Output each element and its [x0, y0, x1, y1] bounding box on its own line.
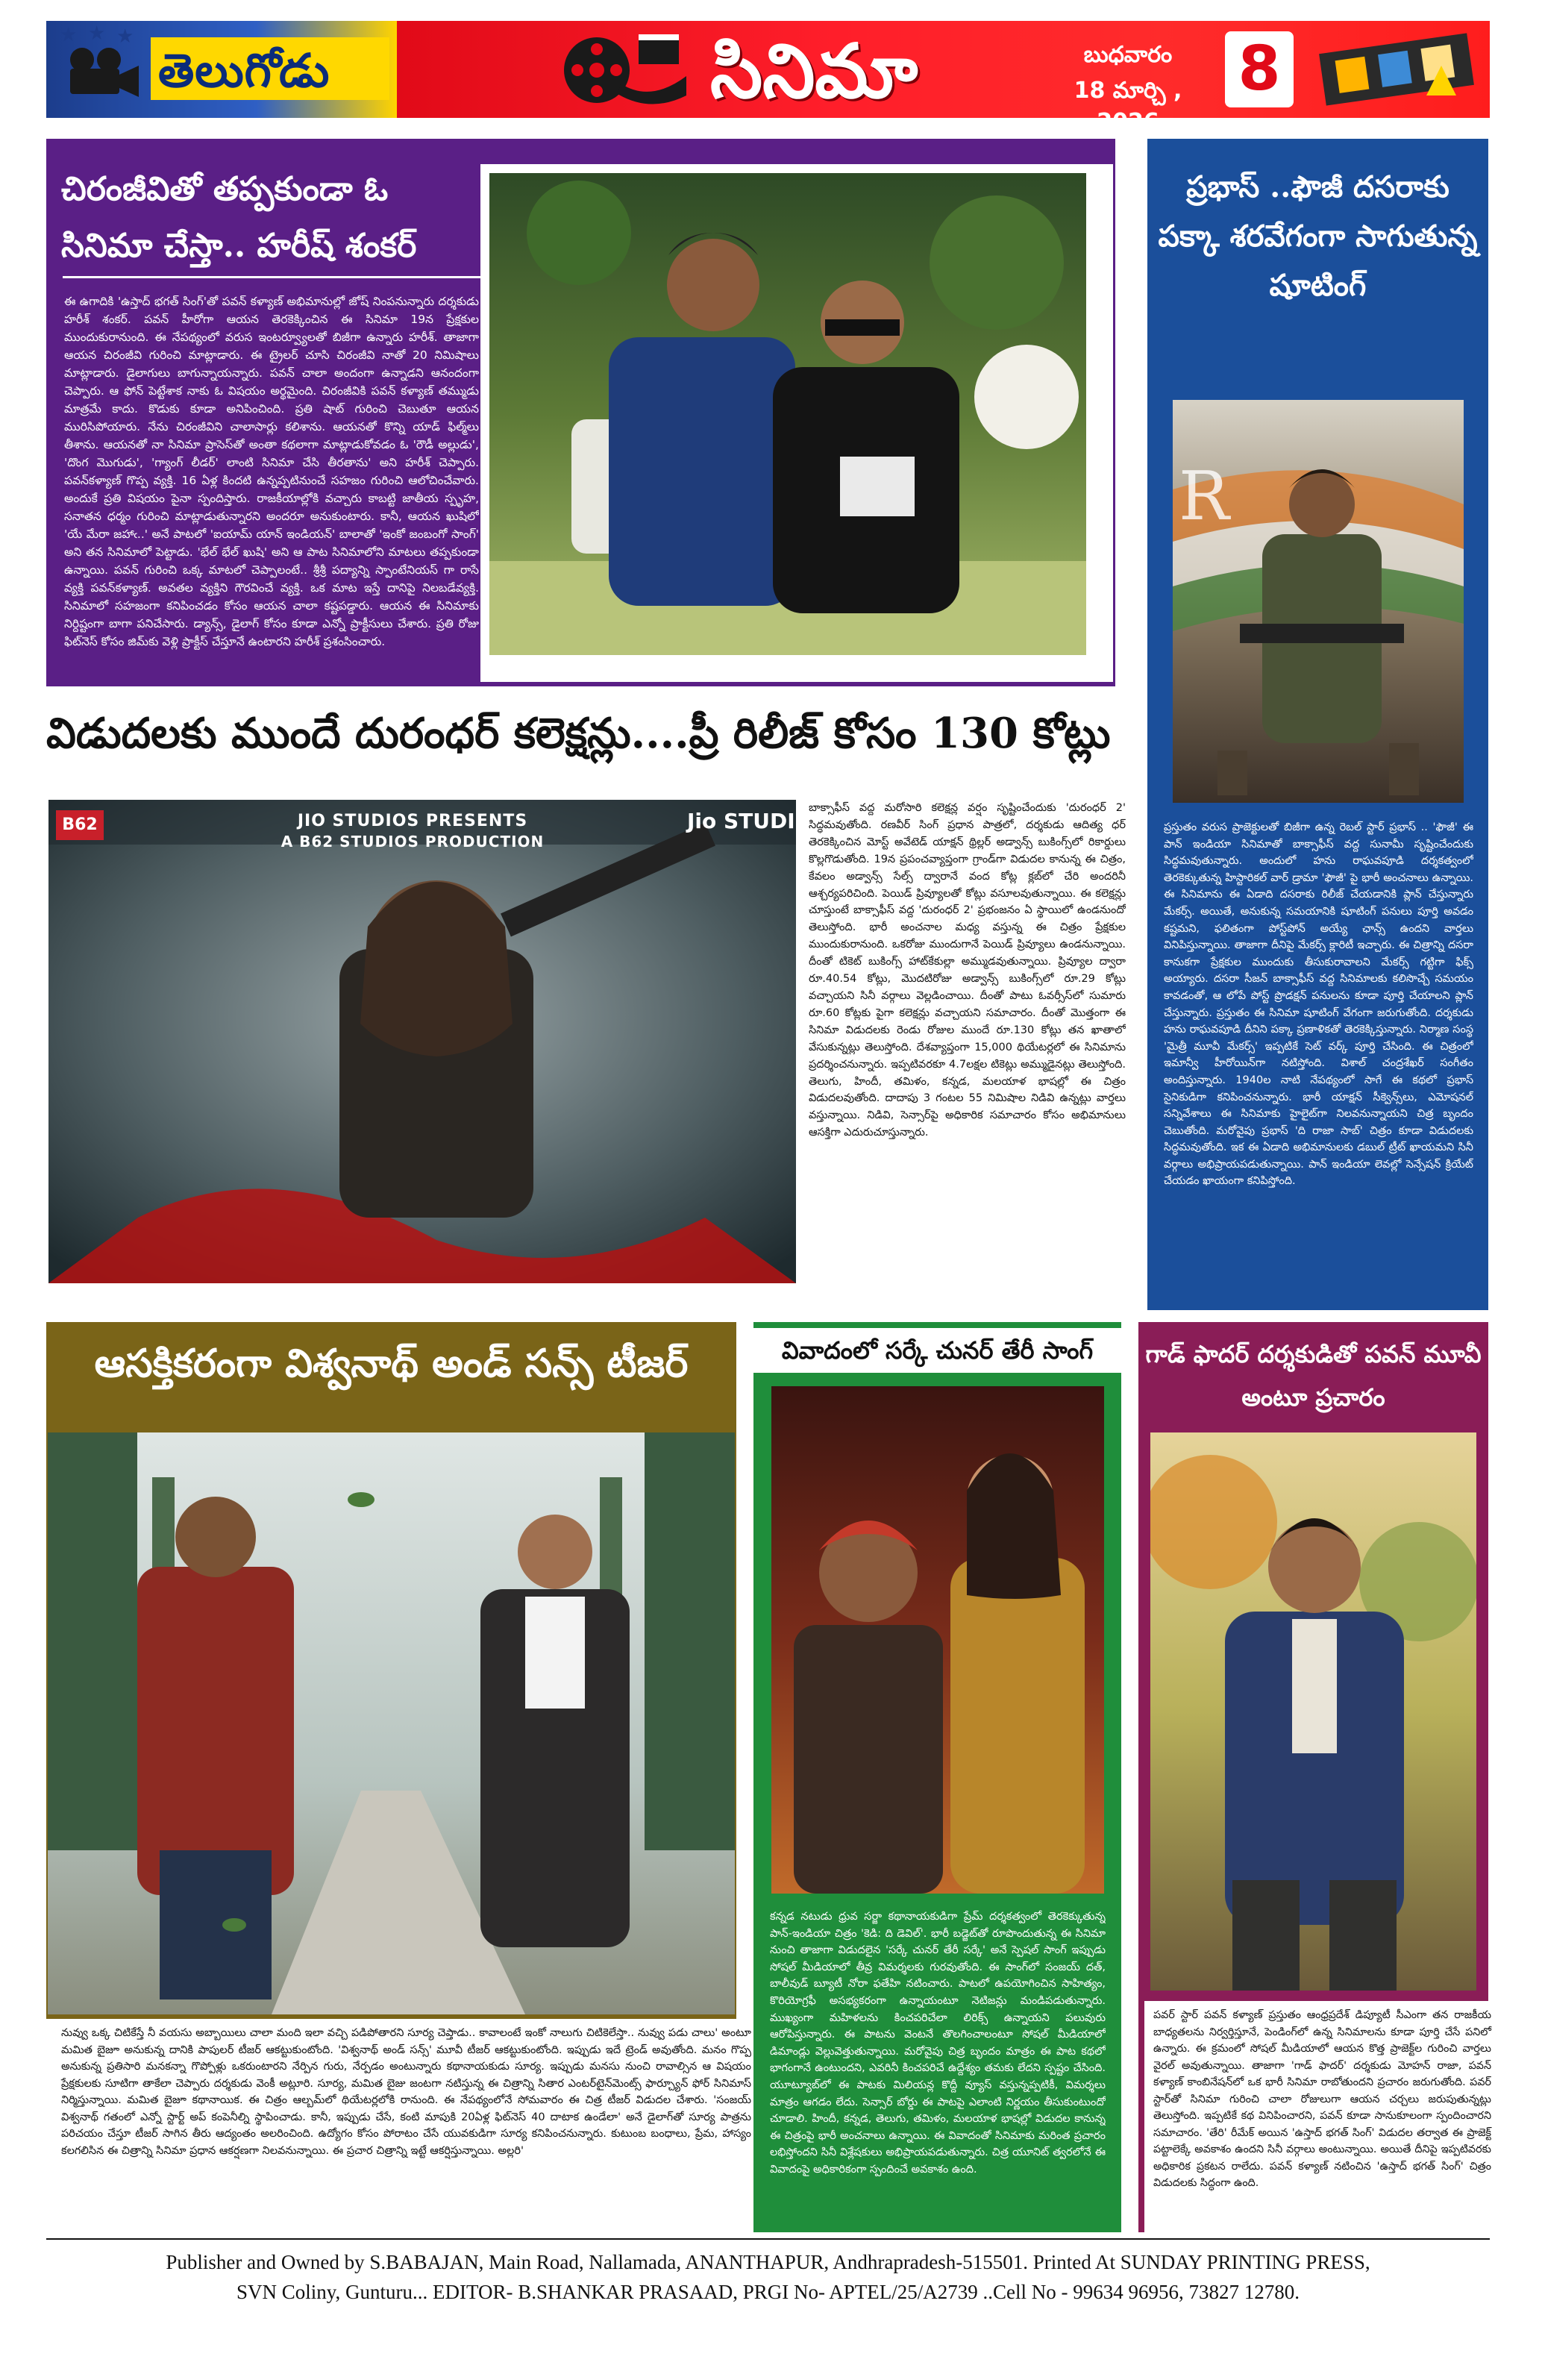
story-photo: [480, 164, 1113, 682]
newspaper-logo: తెలుగోడు: [158, 43, 330, 98]
story-headline-dhurandhar: విడుదలకు ముందే దురంధర్ కలెక్షన్లు....ప్రీ రిలీజ్ కోసం 130 కోట్లు: [46, 709, 1111, 758]
star-icon: ★: [116, 25, 134, 48]
weekday: బుధవారం: [1083, 42, 1173, 68]
story-headline: చిరంజీవితో తప్పకుండా ఓ సినిమా చేస్తా.. హరీష్ శంకర్: [61, 170, 417, 265]
story-body: ప్రస్తుతం వరుస ప్రాజెక్టులతో బిజీగా ఉన్న రెబల్ స్టార్ ప్రభాస్ .. 'ఫౌజీ' ఈ పాన్ ఇండియా సినిమాతో బాక్సాఫీస్ వద్ద సునామీ సృష్టించేందుకు సిద్ధమవుతున్నారు. అందులో హను రాఘవపూడి దర్శకత్వంలో తెరకెక్కుతున్న హిస్టారికల్ వార్ డ్రామా 'ఫౌజీ' పై భారీ అంచనాలు ఉన్నాయి. ఈ సినిమాను ఈ ఏడాది దసరాకు రిలీజ్ చేయడానికి ప్లాన్ చేస్తున్నారు మేకర్స్. అయితే, అనుకున్న సమయానికి షూటింగ్ పనులు పూర్తి అవడం కష్టమని, ఫలితంగా పోస్ట్‌పోన్ అయ్యే ఛాన్స్ ఉందని వార్తలు వినిపిస్తున్నాయి. తాజాగా దీనిపై మేకర్స్ క్లారిటీ ఇచ్చారు. ఈ చిత్రాన్ని దసరా కానుకగా ప్రేక్షకుల ముందుకు తీసుకురావాలని మేకర్స్ గట్టిగా ఫిక్స్ అయ్యారు. దసరా సీజన్ బాక్సాఫీస్ వద్ద సినిమాలకు కలిసొచ్చే సమయం కావడంతో, ఆ లోపే పోస్ట్ ప్రొడక్షన్ పనులను కూడా పూర్తి చేయాలని ప్లాన్ చేస్తున్నారు. ప్రస్తుతం ఈ సినిమా షూటింగ్ వేగంగా జరుగుతోంది. దర్శకుడు హను రాఘవపూడి దీనిని పక్కా ప్రణాళికతో తెరకెక్కిస్తున్నారు. నిర్మాణ సంస్థ 'మైత్రీ మూవీ మేకర్స్' ఇప్పటికే సెట్ వర్క్ పూర్తి చేసింది. ఈ చిత్రంలో ఇమాన్వీ హీరోయిన్‌గా నటిస్తోంది. విశాల్ చంద్రశేఖర్ సంగీతం అందిస్తున్నారు. 1940ల నాటి నేపథ్యంలో సాగే ఈ కథలో ప్రభాస్ సైనికుడిగా కనిపించనున్నారు. భారీ యాక్షన్ సీక్వెన్స్‌లు, ఎమోషనల్ సన్నివేశాలు ఈ సినిమాకు హైలైట్‌గా నిలవనున్నాయని చిత్ర బృందం చెబుతోంది. మరోవైపు ప్రభాస్ 'ది రాజా సాబ్' చిత్రం కూడా విడుదలకు సిద్ధమవుతోంది. ఇక ఈ ఏడాది అభిమానులకు డబుల్ ట్రీట్ ఖాయమని సినీ వర్గాలు అభిప్రాయపడుతున్నాయి. పాన్ ఇండియా లెవల్లో సెన్సేషన్ క్రియేట్ చేయడం ఖాయంగా కనిపిస్తోంది.: [1164, 821, 1473, 1188]
dhurandhar-poster: [48, 800, 813, 1283]
sarkey-song-still: [771, 1386, 1104, 1894]
story-body: కన్నడ నటుడు ధ్రువ సర్జా కథానాయకుడిగా ప్రేమ్ దర్శకత్వంలో తెరకెక్కుతున్న పాన్-ఇండియా చిత్రం 'కెడి: ది డెవిల్'. భారీ బడ్జెట్‌తో రూపొందుతున్న ఈ సినిమా నుంచి తాజాగా విడుదలైన 'సర్కే చునర్ తేరీ సర్కే' అనే స్పెషల్ సాంగ్ ఇప్పుడు సోషల్ మీడియాలో తీవ్ర విమర్శలకు గురవుతోంది. ఈ సాంగ్‌లో సంజయ్ దత్, బాలీవుడ్ బ్యూటీ నోరా ఫతేహి నటించారు. పాటలో ఉపయోగించిన సాహిత్యం, కొరియోగ్రఫీ అసభ్యకరంగా ఉన్నాయంటూ నెటిజన్లు మండిపడుతున్నారు. ముఖ్యంగా మహిళలను కించపరిచేలా లిరిక్స్ ఉన్నాయని పలువురు ఆరోపిస్తున్నారు. ఈ పాటను వెంటనే తొలగించాలంటూ సోషల్ మీడియాలో డిమాండ్లు వెల్లువెత్తుతున్నాయి. మరోవైపు చిత్ర బృందం మాత్రం ఈ పాట కథలో భాగంగానే ఉంటుందని, ఎవరినీ కించపరిచే ఉద్దేశ్యం తమకు లేదని స్పష్టం చేసింది. యూట్యూబ్‌లో ఈ పాటకు మిలియన్ల కొద్దీ వ్యూస్ వస్తున్నప్పటికీ, విమర్శలు మాత్రం ఆగడం లేదు. సెన్సార్ బోర్డు ఈ పాటపై ఎలాంటి నిర్ణయం తీసుకుంటుందో చూడాలి. హిందీ, కన్నడ, తెలుగు, తమిళం, మలయాళ భాషల్లో విడుదల కానున్న ఈ చిత్రంపై భారీ అంచనాలు ఉన్నాయి. ఈ వివాదంతో సినిమాకు మరింత ప్రచారం లభిస్తోందని సినీ విశ్లేషకులు అభిప్రాయపడుతున్నారు. చిత్ర యూనిట్ త్వరలోనే ఈ వివాదంపై అధికారికంగా స్పందించే అవకాశం ఉంది.: [770, 1911, 1106, 2176]
divider: [63, 276, 480, 278]
story-headline: గాడ్ ఫాదర్ దర్శకుడితో పవన్ మూవీ అంటూ ప్రచారం: [1145, 1340, 1482, 1412]
imprint-line-2: SVN Coliny, Gunturu... EDITOR- B.SHANKAR PRASAAD, PRGI No- APTEL/25/A2739 ..Cell No - 99634 96956, 73827 12780.: [236, 2281, 1300, 2303]
story-photo: [1150, 1432, 1476, 1991]
story-photo: [48, 1432, 735, 2014]
prabhas-soldier-poster: [1173, 400, 1464, 803]
viswanath-teaser-still: [48, 1432, 735, 2014]
story-viswanath: [46, 1322, 751, 2232]
masthead: [46, 21, 1490, 135]
masthead-banner: [397, 21, 1490, 135]
issue-date: [1053, 42, 1203, 135]
story-headline: ప్రభాస్ ..ఫౌజీ దసరాకు పక్కా శరవేగంగా సాగుతున్న షూటింగ్: [1158, 169, 1478, 303]
star-icon: ★: [88, 22, 106, 45]
poster-credit-secondary: A B62 STUDIOS PRODUCTION: [280, 833, 545, 851]
pawan-kalyan-poster: [1150, 1432, 1476, 1991]
poster-studio-logo: Jio STUDIO: [687, 809, 813, 833]
story-headline: ఆసక్తికరంగా విశ్వనాథ్ అండ్ సన్స్ టీజర్: [94, 1341, 689, 1386]
imprint-footer: [46, 2238, 1490, 2320]
date: 18 మార్చి , 2026: [1074, 78, 1182, 135]
story-body: నువ్వు ఒక్క చిటికేస్తే నీ వయసు అబ్బాయిలు చాలా మంది ఇలా వచ్చి పడిపోతారని సూర్య చెప్తాడు.. కావాలంటే ఇంకో నాలుగు చిటికెలేస్తా.. నువ్వు పడు చాలు' అంటూ మమిత బైజూ అనుకున్న దానికి పాపులర్ టీజర్ ఆకట్టుకుంటోంది. 'విశ్వనాథ్ అండ్ సన్స్' మూవీ టీజర్ ఆకట్టుకుంటోంది. ఇప్పుడు ఇదే ట్రెండ్ అవుతోంది. మనం గొప్ప అనుకున్న ప్రతిసారి మనకన్నా గొప్పోళ్లు ఒకరుంటారని నేర్పిన గురు, నేర్పడం అంటున్నారు కథానాయకుడు సూర్య. ఇప్పుడు మనసు నుంచి రావాల్సిన ఆ విషయం ప్రేక్షకులకు సూటిగా తాకేలా చెప్పారు దర్శకుడు వెంకీ అట్లూరి. సూర్య, మమిత బైజు జంటగా నటిస్తున్న ఈ చిత్రాన్ని సితార ఎంటర్‌టైన్‌మెంట్స్ ఫార్చ్యూన్ ఫోర్ సినిమాస్ నిర్మిస్తున్నాయి. మమిత బైజూ కథానాయిక. ఈ చిత్రం ఆల్బమ్‌లో థియేటర్లలోకి రానుంది. ఈ నేపథ్యంలోనే సోమవారం ఈ చిత్ర టీజర్ విడుదల చేశారు. 'సంజయ్ విశ్వనాథ్ గతంలో ఎన్నో స్టార్ట్ అప్ కంపెనీల్ని స్థాపించాడు. కానీ, ఇప్పుడు చేసే, కంటి మాపుకి 20ఏళ్ల ఫిట్‌నెస్ 40 దాటాక ఉండేలా' అనే డైలాగ్‌తో సూర్య పాత్రను పరిచయం చేస్తూ టీజర్ సాగిన తీరు ఆద్యంతం అలరించింది. ఉద్యోగం కోసం పోరాటం చేసే యువకుడిగా సూర్య కనిపించనున్నారు. కుటుంబ బంధాలు, ప్రేమ, హాస్యం కలగలిసిన ఈ చిత్రాన్ని సినిమా ప్రధాన ఆకర్షణగా నిలవనున్నాయి. ఈ ప్రచార చిత్రాన్ని ఇట్టే ఆకర్షిస్తున్నాయి. అల్లరి': [46, 2019, 766, 2244]
section-title: సినిమా: [710, 27, 918, 115]
poster-badge: B62: [56, 810, 104, 840]
movie-camera-icon: [60, 46, 142, 98]
story-photo: [1173, 400, 1464, 803]
page-number: 8: [1225, 31, 1294, 107]
story-headline: వివాదంలో సర్కే చునర్ తేరీ సాంగ్: [753, 1328, 1121, 1373]
poster-credit: JIO STUDIOS PRESENTS: [297, 812, 528, 830]
story-body: ఈ ఉగాదికి 'ఉస్తాద్ భగత్ సింగ్'తో పవన్ కళ్యాణ్ అభిమానుల్లో జోష్ నింపనున్నారు దర్శకుడు హరీశ్ శంకర్. పవన్ హీరోగా ఆయన తెరకెక్కించిన ఈ సినిమా 19న ప్రేక్షకుల ముందుకురానుంది. ఈ నేపథ్యంలో వరుస ఇంటర్వ్యూలతో బిజీగా ఉన్నారు హరీశ్. తాజాగా ఆయన చిరంజీవి గురించి మాట్లాడారు. ఈ ట్రైలర్ చూసి చిరంజీవి నాతో 20 నిమిషాలు మాట్లాడారు. డైలాగులు బాగున్నాయన్నారు. పవన్ చాలా అందంగా ఉన్నాడని ఆనందంగా చెప్పారు. ఆ ఫోన్ పెట్టేశాక నాకు ఓ విషయం అర్థమైంది. చిరంజీవికి పవన్ కళ్యాణ్ తమ్ముడు మాత్రమే కాదు. కొడుకు కూడా అనిపించింది. ప్రతి షాట్ గురించి చెబుతూ ఆయన మురిసిపోయారు. నేను చిరంజీవిని చాలాసార్లు కలిశాను. ఆయనతో కొన్ని యాడ్ ఫిల్మ్‌లు తీశాను. ఆయనతో నా సినిమా ప్రాసెస్‌తో అంతా కథలాగా మాట్లాడుకోవడం ఓ 'రౌడీ అల్లుడు', 'దొంగ మొగుడు', 'గ్యాంగ్ లీడర్' లాంటి సినిమా చేసి తీరతాను' అని హరీశ్ చెప్పారు. పవన్‌కళ్యాణ్ గొప్ప వ్యక్తి. 16 ఏళ్ల కిందటి ఉన్నప్పటినుంచే సహజం గురించి ఆలోచించేవారు. అందుకే ప్రతి విషయం పైనా స్పందిస్తారు. రాజకీయాల్లోకి వచ్చారు కాబట్టి జాతీయ స్పృహ, సనాతన ధర్మం గురించి మాట్లాడుతున్నారని అందరూ అనుకుంటారు. కానీ, ఆయన ఖుషిలో 'యే మేరా జహాఁ..' అనే పాటలో 'ఐయామ్ యాన్ ఇండియన్' బాలాతో 'ఇంకో జంబంగో సాంగ్' అని తన సినిమాలో పెట్టాడు. 'భేల్ భేల్ ఖుషి' అని ఆ పాట సినిమాలోని మాటలు తప్పకుండా ఉన్నాయి. పవన్ గురించి ఒక్క మాటలో చెప్పాలంటే.. శ్రీశ్రీ పద్యాన్ని స్పాంటేనియస్ గా రాసే వ్యక్తి పవన్‌కళ్యాణ్. అవతల వ్యక్తిని గౌరవించే వ్యక్తి. ఒక మాట ఇస్తే దానిపై నిలబడేవ్యక్తి. సినిమాలో సహజంగా కనిపించడం కోసం ఆయన చాలా కష్టపడ్డారు. ఆయన ఈ సినిమాకు నిర్దిష్టంగా బాగా పనిచేసారు. డ్యాన్స్, డైలాగ్ కోసం కూడా ఎన్నో ప్రాక్టీసులు చేశారు. ప్రతి రోజు ఫిట్‌నెస్ కోసం జిమ్‌కు వెళ్లి ప్రాక్టీస్ చేస్తూనే ఉంటారని హరీశ్ ప్రశంసించారు.: [64, 295, 479, 648]
film-reel-icon: [561, 31, 688, 109]
star-icon: ★: [60, 24, 78, 46]
story-chiranjeevi: [46, 139, 1115, 686]
svg-text:R: R: [1179, 457, 1229, 536]
masthead-logo-panel: [46, 21, 397, 118]
chiranjeevi-harish-photo: [489, 173, 1086, 655]
story-photo: [771, 1386, 1104, 1894]
story-prabhas: [1147, 139, 1488, 1310]
story-godfather: [1138, 1322, 1491, 2232]
story-body: పవర్ స్టార్ పవన్ కళ్యాణ్ ప్రస్తుతం ఆంధ్రప్రదేశ్ డిప్యూటీ సీఎంగా తన రాజకీయ బాధ్యతలను నిర్వర్తిస్తూనే, పెండింగ్‌లో ఉన్న సినిమాలను కూడా పూర్తి చేసే పనిలో ఉన్నారు. ఈ క్రమంలో సోషల్ మీడియాలో ఆయన కొత్త ప్రాజెక్ట్‌ల గురించి వార్తలు వైరల్ అవుతున్నాయి. తాజాగా 'గాడ్ ఫాదర్' దర్శకుడు మోహన్ రాజా, పవన్ కళ్యాణ్ కాంబినేషన్‌లో ఒక భారీ సినిమా రాబోతుందని ప్రచారం జరుగుతోంది. పవర్ స్టార్‌తో సినిమా గురించి చాలా రోజులుగా ఆయన చర్చలు జరుపుతున్నట్లు తెలుస్తోంది. ఇప్పటికే కథ వినిపించారని, పవన్ కూడా సానుకూలంగా స్పందించారని సమాచారం. 'తేరి' రీమేక్ అయిన 'ఉస్తాద్ భగత్ సింగ్' విడుదల తర్వాత ఈ ప్రాజెక్ట్ పట్టాలెక్కే అవకాశం ఉందని సినీ వర్గాలు అంటున్నాయి. అయితే దీనిపై ఇప్పటివరకు అధికారిక ప్రకటన రాలేదు. పవన్ కళ్యాణ్ నటించిన 'ఉస్తాద్ భగత్ సింగ్' చిత్రం విడుదలకు సిద్ధంగా ఉంది.: [1144, 2001, 1500, 2237]
imprint-line-1: Publisher and Owned by S.BABAJAN, Main Road, Nallamada, ANANTHAPUR, Andhrapradesh-515501. Printed At SUNDAY PRINTING PRESS,: [166, 2251, 1370, 2273]
dhurandhar-poster-art: [48, 800, 813, 1283]
story-sarkey: [753, 1322, 1121, 2232]
story-body-dhurandhar: బాక్సాఫీస్ వద్ద మరోసారి కలెక్షన్ల వర్షం సృష్టించేందుకు 'దురంధర్ 2' సిద్ధమవుతోంది. రణవీర్ సింగ్ ప్రధాన పాత్రలో, దర్శకుడు ఆదిత్య ధర్ తెరకెక్కించిన మోస్ట్ అవేటెడ్ యాక్షన్ థ్రిల్లర్ అడ్వాన్స్ బుకింగ్స్‌లో రికార్డులు కొల్లగొడుతోంది. 19న ప్రపంచవ్యాప్తంగా గ్రాండ్‌గా విడుదల కానున్న ఈ చిత్రం, కేవలం అడ్వాన్స్ సేల్స్ ద్వారానే వంద కోట్ల క్లబ్‌లో చేరి అందరినీ ఆశ్చర్యపరిచింది. పెయిడ్ ప్రివ్యూలతో కోట్లు వసూలవుతున్నాయి. ఈ కలెక్షన్లు చూస్తుంటే బాక్సాఫీస్ వద్ద 'దురంధర్ 2' ప్రభంజనం ఏ స్థాయిలో ఉండనుందో తెలుస్తోంది. భారీ అంచనాల మధ్య వస్తున్న ఈ చిత్రం ప్రేక్షకుల ముందుకురానుంది. ఒకరోజు ముందుగానే పెయిడ్ ప్రివ్యూలు ఉండనున్నాయి. దీంతో టికెట్ బుకింగ్స్ హాట్‌కేకుల్లా అమ్ముడవుతున్నాయి. ప్రివ్యూల ద్వారా రూ.40.54 కోట్లు, మొదటిరోజు అడ్వాన్స్ బుకింగ్స్‌లో రూ.29 కోట్లు వచ్చాయని సినీ వర్గాలు వెల్లడించాయి. దీంతో పాటు ఓవర్సీస్‌లో సుమారు రూ.60 కోట్లకు పైగా కలెక్షన్లు వచ్చాయని సమాచారం. దీంతో మొత్తంగా ఈ సినిమా విడుదలకు రెండు రోజుల ముందే రూ.130 కోట్లు తన ఖాతాలో వేసుకున్నట్లు తెలుస్తోంది. దేశవ్యాప్తంగా 15,000 థియేటర్లలో ఈ సినిమాను ప్రదర్శించనున్నారు. ఇప్పటివరకూ 4.7లక్షల టికెట్లు అమ్ముడైనట్లు తెలుస్తోంది. తెలుగు, హిందీ, తమిళం, కన్నడ, మలయాళ భాషల్లో ఈ చిత్రం విడుదలవుతోంది. దాదాపు 3 గంటల 55 నిమిషాల నిడివి ఉన్నట్లు వార్తలు వస్తున్నాయి. నిడివి, సెన్సార్‌పై అధికారిక సమాచారం కోసం అభిమానులు ఆసక్తిగా ఎదురుచూస్తున్నారు.: [809, 802, 1126, 1139]
film-strip-icon: [1314, 28, 1479, 110]
